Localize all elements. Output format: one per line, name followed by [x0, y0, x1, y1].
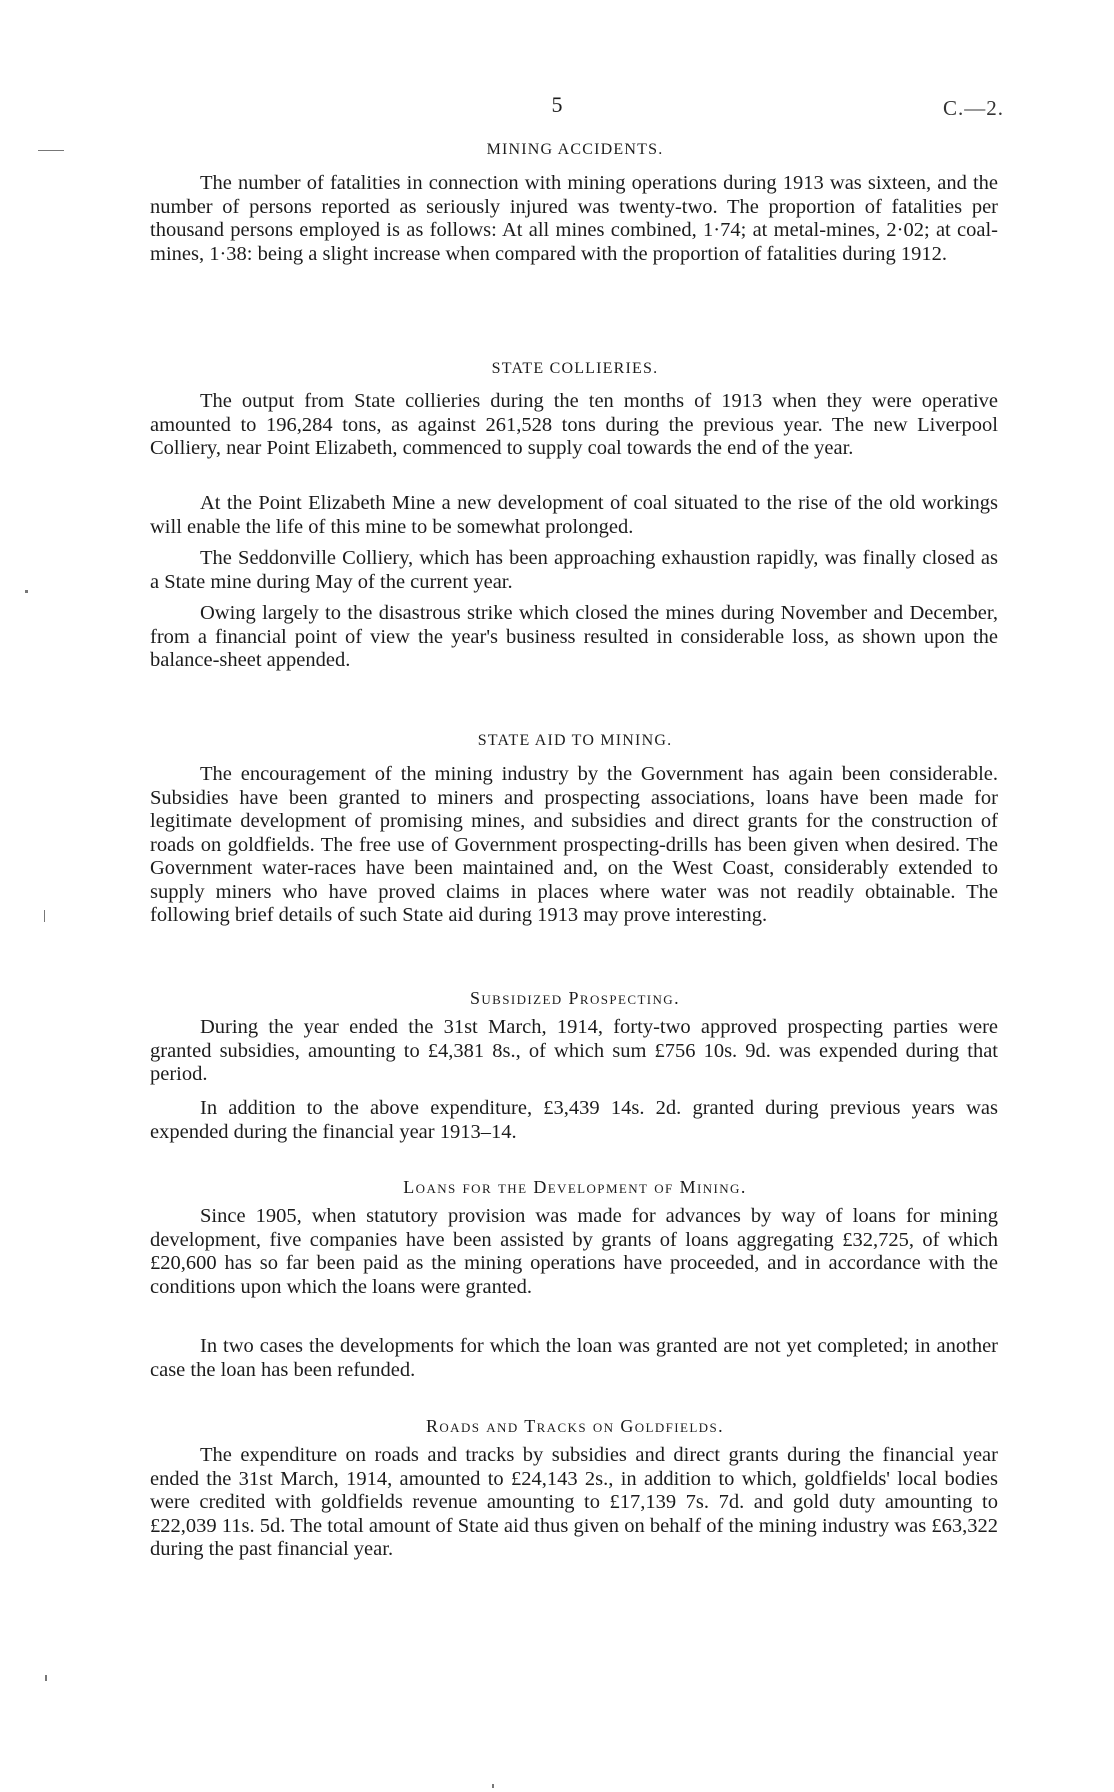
paragraph-state-collieries-output: The output from State collieries during the ten months of 1913 when they were operative amounted to 196,284 tons, as against 261,528 tons during the previous year. The new Liverpool Colliery, near Point Elizabeth, commenced to supply coal towards the end of the year.	[150, 390, 998, 459]
subheading-loans: Loans for the Development of Mining.	[403, 1177, 747, 1197]
subheading-roads-tracks: Roads and Tracks on Goldfields.	[425, 1416, 725, 1436]
scan-mark	[25, 590, 28, 593]
paragraph-state-collieries-strike: Owing largely to the disastrous strike which closed the mines during November and December, from a financial point of view the year's business resulted in considerable loss, as shown upon the balance-sheet appended.	[150, 602, 998, 671]
scan-mark	[44, 910, 45, 922]
document-reference: C.—2.	[942, 96, 1004, 120]
scan-mark	[38, 150, 64, 151]
paragraph-state-collieries-seddonville: The Seddonville Colliery, which has been approaching exhaustion rapidly, was finally closed as a State mine during May of the current year.	[150, 547, 998, 593]
paragraph-state-collieries-point-elizabeth: At the Point Elizabeth Mine a new development of coal situated to the rise of the old workings will enable the life of this mine to be somewhat prolonged.	[150, 492, 998, 538]
paragraph-mining-accidents: The number of fatalities in connection with mining operations during 1913 was sixteen, and the number of persons reported as seriously injured was twenty-two. The proportion of fatalities per thousand persons employed is as follows: At all mines combined, 1·74; at metal-mines, 2·02; at coal-mines, 1·38: being a slight increase when compared with the proportion of fatalities during 1912.	[150, 172, 998, 265]
page-number: 5	[551, 92, 563, 117]
paragraph-loans-cases: In two cases the developments for which the loan was granted are not yet completed; in another case the loan has been refunded.	[150, 1335, 998, 1381]
heading-mining-accidents: MINING ACCIDENTS.	[486, 141, 664, 158]
heading-state-collieries: STATE COLLIERIES.	[491, 360, 659, 377]
scan-mark	[45, 1675, 47, 1681]
paragraph-roads-tracks: The expenditure on roads and tracks by subsidies and direct grants during the financial year ended the 31st March, 1914, amounted to £24,143 2s., in addition to which, goldfields' local bodies were credited with goldfields revenue amounting to £17,139 7s. 7d. and gold duty amounting to £22,039 11s. 5d. The total amount of State aid thus given on behalf of the mining industry was £63,322 during the past financial year.	[150, 1444, 998, 1560]
paragraph-subsidized-prospecting-previous: In addition to the above expenditure, £3,439 14s. 2d. granted during previous years was expended during the financial year 1913–14.	[150, 1097, 998, 1143]
subheading-subsidized-prospecting: Subsidized Prospecting.	[469, 988, 680, 1008]
heading-state-aid: STATE AID TO MINING.	[477, 732, 673, 749]
paragraph-state-aid: The encouragement of the mining industry by the Government has again been considerable. Subsidies have been granted to miners and prospecting associations, loans have been made for legitimate development of promising mines, and subsidies and direct grants for the construction of roads on goldfields. The free use of Government prospecting-drills has been given when desired. The Government water-races have been maintained and, on the West Coast, considerably extended to supply miners who have proved claims in places where water was not readily obtainable. The following brief details of such State aid during 1913 may prove interesting.	[150, 763, 998, 926]
paragraph-loans-provision: Since 1905, when statutory provision was made for advances by way of loans for mining development, five companies have been assisted by grants of loans aggregating £32,725, of which £20,600 has so far been paid as the mining operations have proceeded, and in accordance with the conditions upon which the loans were granted.	[150, 1205, 998, 1298]
paragraph-subsidized-prospecting-parties: During the year ended the 31st March, 1914, forty-two approved prospecting parties were granted subsidies, amounting to £4,381 8s., of which sum £756 10s. 9d. was expended during that period.	[150, 1016, 998, 1085]
scan-mark	[492, 1784, 494, 1788]
